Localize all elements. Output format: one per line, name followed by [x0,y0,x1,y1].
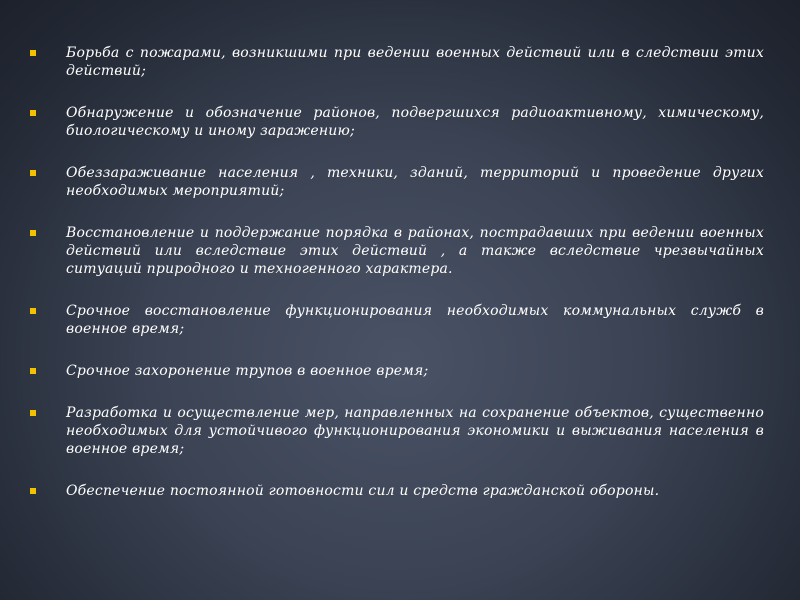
square-bullet-icon [30,308,36,314]
bullet-item-6 [28,362,764,380]
square-bullet-icon [30,110,36,116]
bullet-list [28,44,764,524]
bullet-text: Срочное восстановление функционирования необходимых коммунальных служб в военное время; [66,303,764,337]
bullet-item-5 [28,302,764,338]
square-bullet-icon [30,368,36,374]
bullet-text: Восстановление и поддержание порядка в районах, пострадавших при ведении военных действий или вследствие этих действий , а также вследствие чрезвычайных ситуаций природного и техногенного характера. [66,225,764,277]
square-bullet-icon [30,230,36,236]
bullet-item-3 [28,164,764,200]
bullet-text: Обеззараживание населения , техники, зданий, территорий и проведение других необходимых мероприятий; [66,165,764,199]
square-bullet-icon [30,50,36,56]
bullet-text: Обеспечение постоянной готовности сил и средств гражданской обороны. [66,483,660,499]
square-bullet-icon [30,410,36,416]
bullet-item-7 [28,404,764,458]
bullet-item-2 [28,104,764,140]
square-bullet-icon [30,488,36,494]
square-bullet-icon [30,170,36,176]
bullet-item-4 [28,224,764,278]
bullet-text: Срочное захоронение трупов в военное время; [66,363,429,379]
bullet-text: Обнаружение и обозначение районов, подвергшихся радиоактивному, химическому, биологическому и иному заражению; [66,105,764,139]
bullet-text: Борьба с пожарами, возникшими при ведении военных действий или в следствии этих действий; [66,45,764,79]
bullet-item-8 [28,482,764,500]
bullet-text: Разработка и осуществление мер, направленных на сохранение объектов, существенно необходимых для устойчивого функционирования экономики и выживания населения в военное время; [66,405,764,457]
bullet-item-1 [28,44,764,80]
